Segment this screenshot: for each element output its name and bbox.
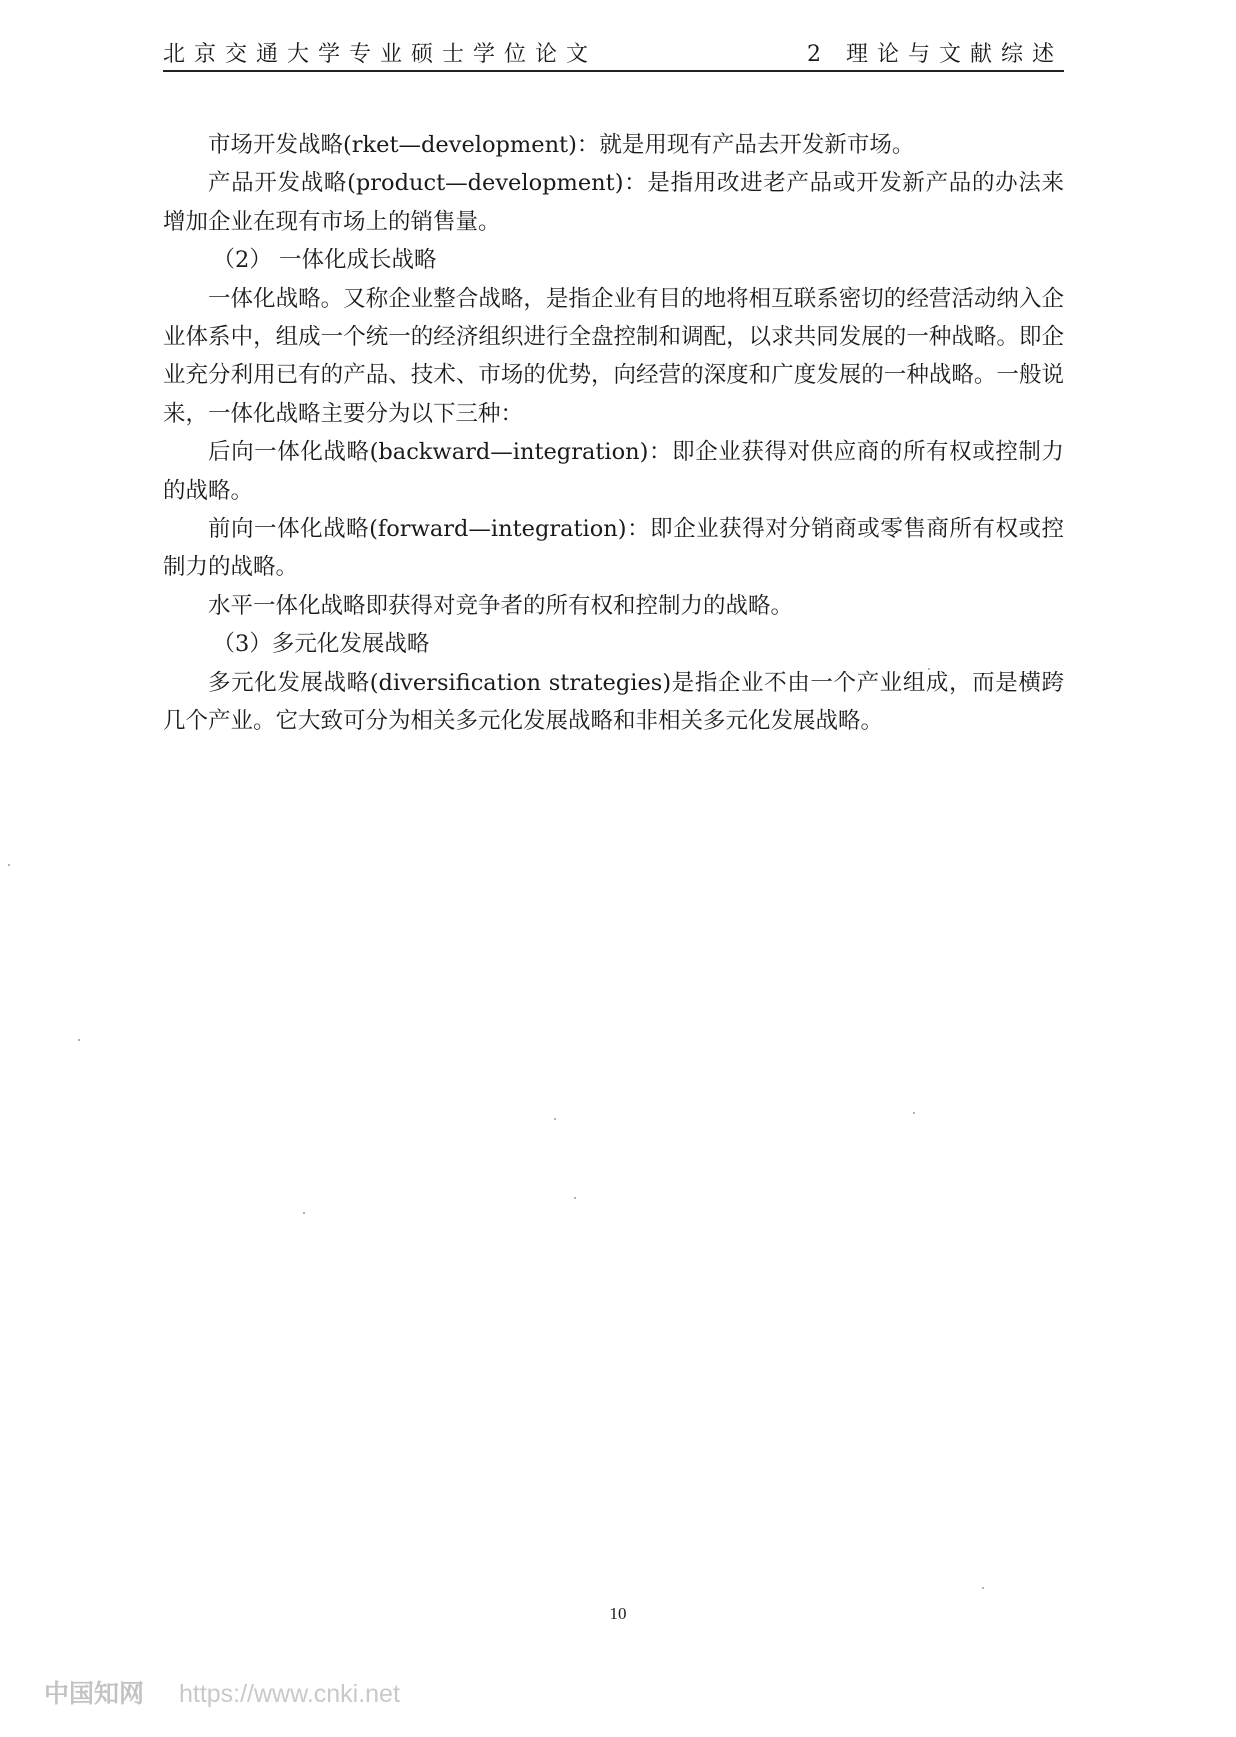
cnki-watermark xyxy=(44,1674,400,1710)
cnki-logo: 中国知网 xyxy=(44,1680,145,1708)
header-rule xyxy=(163,70,1064,72)
subheading-integration-growth: （2） 一体化成长战略 xyxy=(212,247,437,274)
header-thesis-title: 北京交通大学专业硕士学位论文 xyxy=(163,42,598,67)
subheading-diversification: （3）多元化发展战略 xyxy=(212,631,430,658)
scan-speck xyxy=(8,864,10,866)
paragraph-market-development: 市场开发战略(rket—development)：就是用现有产品去开发新市场。 xyxy=(208,132,915,158)
scan-speck xyxy=(574,1197,576,1199)
scan-speck xyxy=(78,1039,80,1041)
cnki-url: https://www.cnki.net xyxy=(178,1680,400,1708)
scan-speck xyxy=(913,1112,915,1114)
paragraph-diversification-strategy: 多元化发展战略(diversification strategies)是指企业不由一个产业组成，而是横跨几个产业。它大致可分为相关多元化发展战略和非相关多元化发展战略。 xyxy=(163,669,1064,735)
running-header xyxy=(163,38,1063,68)
paragraph-product-development: 产品开发战略(product—development)：是指用改进老产品或开发新产品的办法来增加企业在现有市场上的销售量。 xyxy=(163,170,1064,235)
paragraph-horizontal-integration: 水平一体化战略即获得对竞争者的所有权和控制力的战略。 xyxy=(208,592,794,619)
page-number: 10 xyxy=(609,1604,627,1623)
scan-speck xyxy=(982,1587,984,1589)
paragraph-backward-integration: 后向一体化战略(backward—integration)：即企业获得对供应商的所有权或控制力的战略。 xyxy=(163,439,1064,504)
paragraph-integration-strategy: 一体化战略。又称企业整合战略，是指企业有目的地将相互联系密切的经营活动纳入企业体系中，组成一个统一的经济组织进行全盘控制和调配，以求共同发展的一种战略。即企业充分利用已有的产品、技术、市场的优势，向经营的深度和广度发展的一种战略。一般说来，一体化战略主要分为以下三种： xyxy=(163,285,1064,427)
paragraph-forward-integration: 前向一体化战略(forward—integration)：即企业获得对分销商或零售商所有权或控制力的战略。 xyxy=(163,516,1064,581)
scan-speck xyxy=(554,1118,556,1120)
scan-speck xyxy=(928,668,930,670)
scan-speck xyxy=(303,1212,305,1214)
header-chapter-title: 2 理论与文献综述 xyxy=(807,42,1063,67)
body-text xyxy=(163,126,1064,741)
